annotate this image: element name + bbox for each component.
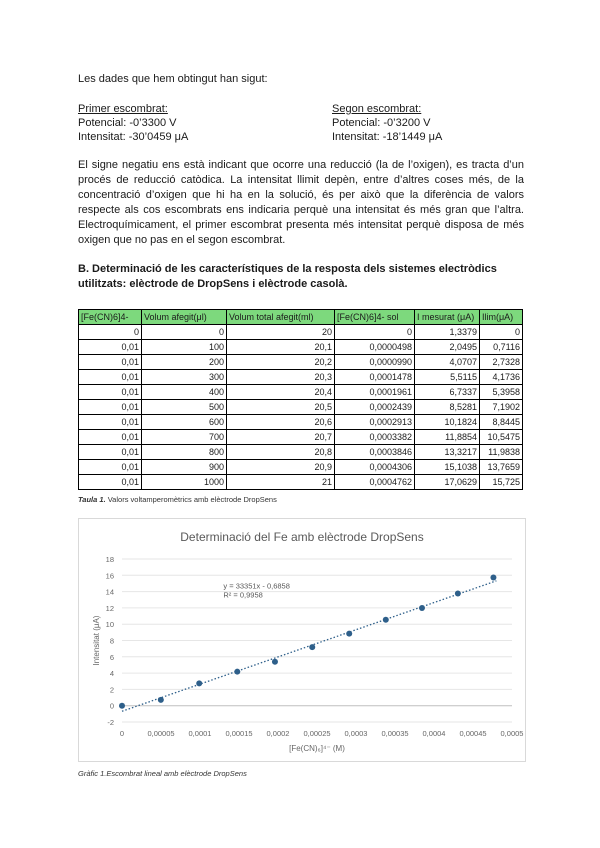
data-point [119,703,125,709]
table-cell: 13,7659 [480,460,523,475]
table-cell: 0 [79,325,142,340]
x-tick-label: 0,00015 [225,729,253,738]
table-cell: 0,0004762 [335,475,415,490]
table-cell: 0,0000990 [335,355,415,370]
table-cell: 0,01 [79,340,142,355]
table-cell: 0,0003846 [335,445,415,460]
table-cell: 15,725 [480,475,523,490]
table-cell: 20,2 [227,355,335,370]
table-cell: 4,0707 [415,355,480,370]
y-tick-label: 2 [109,685,114,695]
scan2-potential: Potencial: -0’3200 V [332,117,431,129]
table-row [79,385,523,400]
x-tick-label: 0 [119,729,125,738]
x-axis-label: [Fe(CN)₆]⁴⁻ (M) [289,744,345,753]
trendline-equation: y = 33351x - 0,6858 [223,581,290,591]
table-cell: 0,7116 [480,340,523,355]
table-cell: 800 [142,445,227,460]
table-cell: 8,5281 [415,400,480,415]
data-point [455,591,461,597]
table-caption-label: Taula 1. [78,495,106,504]
data-point [383,617,389,623]
col-header: [Fe(CN)6]4- [79,310,142,325]
scan1-intensity: Intensitat: -30’0459 μA [78,131,189,143]
y-tick-label: 16 [105,571,114,581]
table-cell: 0 [335,325,415,340]
table-cell: 20,1 [227,340,335,355]
table-cell: 0,01 [79,370,142,385]
table-cell: 300 [142,370,227,385]
table-caption [78,495,277,504]
table-cell: 0,0002913 [335,415,415,430]
col-header: Volum afegit(μl) [142,310,227,325]
x-tick-label: 0,00025 [303,729,331,738]
col-header: Volum total afegit(ml) [227,310,335,325]
table-cell: 15,1038 [415,460,480,475]
table-cell: 0,0001961 [335,385,415,400]
x-tick-label: 0,0004 [422,729,446,738]
table-cell: 0,0000498 [335,340,415,355]
table-cell: 7,1902 [480,400,523,415]
scan1-potential: Potencial: -0’3300 V [78,117,177,129]
table-cell: 17,0629 [415,475,480,490]
table-cell: 0,01 [79,445,142,460]
chart-svg [79,519,525,761]
data-point [346,631,352,637]
y-tick-label: 18 [105,555,114,564]
table-row [79,370,523,385]
table-row [79,445,523,460]
explanation-paragraph: El signe negatiu ens està indicant que ocorre una reducció (la de l’oxigen), es tracta d’un procés de reducció catòdica. La intensitat llimit depèn, entre d’altres coses més, de la concentració d’oxigen que hi ha en la solució, és per això que la diferència de valors respecte als cos escombrats ens indicaria perquè una intensitat és més gran que l’altra. Electroquímicament, el primer escombrat presenta més intensitat perquè disposa de més oxigen que no pas en el segon escombrat. [78,159,524,246]
table-cell: 2,7328 [480,355,523,370]
scan1-title: Primer escombrat: [78,103,168,115]
table-cell: 6,7337 [415,385,480,400]
y-tick-label: 14 [105,587,114,597]
table-cell: 11,8854 [415,430,480,445]
y-tick-label: -2 [107,718,114,727]
data-point [419,605,425,611]
voltammetry-table [78,309,523,490]
table-cell: 600 [142,415,227,430]
y-tick-label: 10 [105,620,114,630]
table-cell: 100 [142,340,227,355]
intro-text: Les dades que hem obtingut han sigut: [78,73,268,85]
x-tick-label: 0,0005 [500,729,524,738]
x-tick-label: 0,00005 [147,729,175,738]
table-cell: 20 [227,325,335,340]
data-point [309,644,315,650]
table-cell: 4,1736 [480,370,523,385]
y-tick-label: 12 [105,603,114,613]
table-cell: 0,01 [79,430,142,445]
table-cell: 5,5115 [415,370,480,385]
table-cell: 2,0495 [415,340,480,355]
table-cell: 0,01 [79,460,142,475]
table-header-row [79,310,523,325]
table-cell: 20,6 [227,415,335,430]
x-tick-label: 0,0003 [344,729,368,738]
table-row [79,415,523,430]
table-row [79,325,523,340]
table-cell: 21 [227,475,335,490]
table-cell: 700 [142,430,227,445]
table-cell: 1,3379 [415,325,480,340]
table-cell: 20,5 [227,400,335,415]
y-tick-label: 0 [109,701,114,711]
table-cell: 500 [142,400,227,415]
scan2-intensity: Intensitat: -18’1449 μA [332,131,443,143]
col-header: [Fe(CN)6]4- sol [335,310,415,325]
table-cell: 0,0002439 [335,400,415,415]
r-squared-label: R² = 0,9958 [223,590,263,600]
x-tick-label: 0,00035 [381,729,409,738]
table-row [79,475,523,490]
table-cell: 0,0004306 [335,460,415,475]
section-heading: B. Determinació de les característiques de la resposta dels sistemes electròdics utilitzats: elèctrode de DropSens i elèctrode casolà. [78,263,497,290]
table-caption-text: Valors voltamperomètrics amb elèctrode DropSens [105,495,277,504]
table-cell: 10,5475 [480,430,523,445]
table-cell: 0,01 [79,415,142,430]
x-tick-label: 0,0002 [266,729,290,738]
chart-title: Determinació del Fe amb elèctrode DropSens [180,530,424,544]
table-cell: 13,3217 [415,445,480,460]
y-tick-label: 6 [109,652,114,662]
data-point [234,669,240,675]
table-cell: 0,0001478 [335,370,415,385]
table-row [79,340,523,355]
table-row [79,430,523,445]
table-row [79,400,523,415]
table-cell: 0,01 [79,355,142,370]
fe-determination-chart [78,518,526,762]
x-tick-label: 0,00045 [459,729,487,738]
table-cell: 400 [142,385,227,400]
col-header: I mesurat (μA) [415,310,480,325]
table-cell: 0 [142,325,227,340]
table-cell: 20,7 [227,430,335,445]
table-cell: 5,3958 [480,385,523,400]
table-cell: 1000 [142,475,227,490]
table-row [79,355,523,370]
data-point [490,575,496,581]
table-cell: 0,0003382 [335,430,415,445]
table-cell: 0 [480,325,523,340]
table-cell: 8,8445 [480,415,523,430]
table-cell: 20,4 [227,385,335,400]
y-tick-label: 4 [109,669,114,679]
table-cell: 20,8 [227,445,335,460]
table-row [79,460,523,475]
table-cell: 20,9 [227,460,335,475]
data-point [196,680,202,686]
data-point [272,659,278,665]
table-cell: 0,01 [79,400,142,415]
trendline [122,581,496,711]
table-cell: 0,01 [79,385,142,400]
data-point [158,697,164,703]
y-tick-label: 8 [109,636,114,646]
table-cell: 11,9838 [480,445,523,460]
scan2-title: Segon escombrat: [332,103,422,115]
y-axis-label: Intensitat (μA) [92,615,101,666]
table-cell: 10,1824 [415,415,480,430]
chart-caption: Gràfic 1.Escombrat lineal amb elèctrode DropSens [78,769,247,778]
col-header: Ilim(μA) [480,310,523,325]
x-tick-label: 0,0001 [188,729,212,738]
table-cell: 0,01 [79,475,142,490]
table-cell: 20,3 [227,370,335,385]
table-cell: 900 [142,460,227,475]
table-cell: 200 [142,355,227,370]
